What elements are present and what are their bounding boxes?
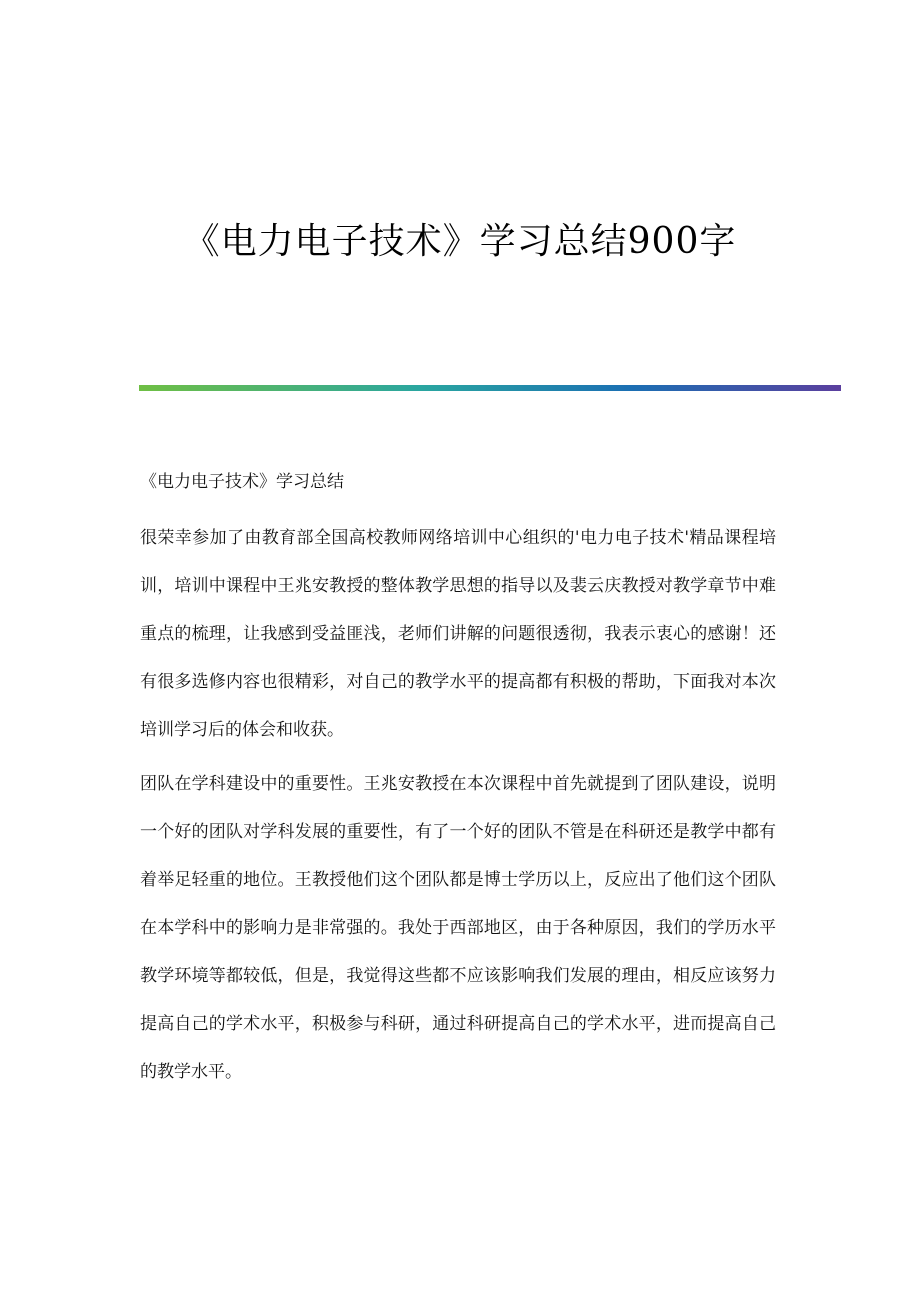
document-body [140,464,776,1102]
page-title: 《电力电子技术》学习总结900字 [183,221,737,262]
section-subtitle: 《电力电子技术》学习总结 [140,472,344,492]
gradient-divider [139,385,841,391]
paragraph-2: 团队在学科建设中的重要性。王兆安教授在本次课程中首先就提到了团队建设，说明一个好的团队对学科发展的重要性，有了一个好的团队不管是在科研还是教学中都有着举足轻重的地位。王教授他们这个团队都是博士学历以上，反应出了他们这个团队在本学科中的影响力是非常强的。我处于西部地区，由于各种原因，我们的学历水平教学环境等都较低，但是，我觉得这些都不应该影响我们发展的理由，相反应该努力提高自己的学术水平，积极参与科研，通过科研提高自己的学术水平，进而提高自己的教学水平。 [140,774,776,1082]
paragraph-1: 很荣幸参加了由教育部全国高校教师网络培训中心组织的'电力电子技术'精品课程培训，培训中课程中王兆安教授的整体教学思想的指导以及裴云庆教授对教学章节中难重点的梳理，让我感到受益匪浅，老师们讲解的问题很透彻，我表示衷心的感谢！还有很多选修内容也很精彩，对自己的教学水平的提高都有积极的帮助，下面我对本次培训学习后的体会和收获。 [140,528,776,740]
